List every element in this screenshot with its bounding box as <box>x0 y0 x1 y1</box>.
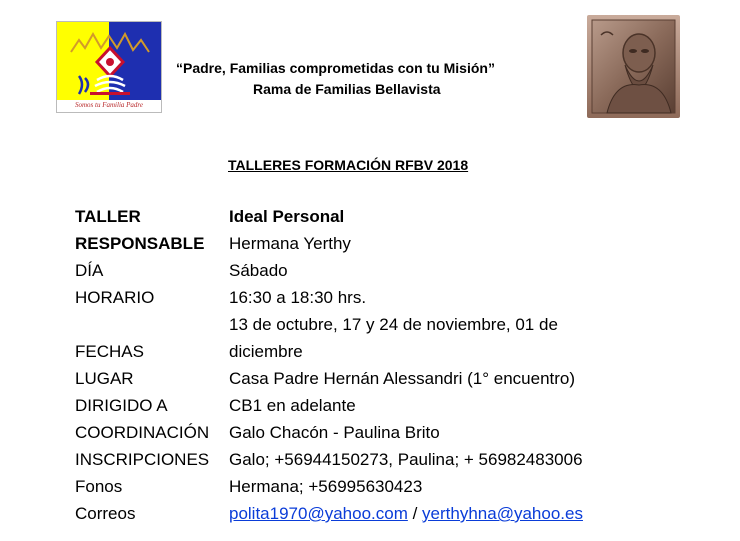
row-label: Fonos <box>75 477 123 496</box>
header-branch: Rama de Familias Bellavista <box>253 81 441 97</box>
row-label: DIRIGIDO A <box>75 396 168 415</box>
row-value: Sábado <box>229 261 288 280</box>
table-row <box>75 365 659 392</box>
table-row <box>75 500 659 527</box>
email-link-polita[interactable]: polita1970@yahoo.com <box>229 504 408 523</box>
table-row <box>75 473 659 500</box>
row-label: COORDINACIÓN <box>75 423 210 442</box>
row-value-line2: diciembre <box>229 342 303 361</box>
row-value <box>229 500 659 527</box>
row-value: 16:30 a 18:30 hrs. <box>229 288 367 307</box>
table-row <box>75 203 659 230</box>
table-row <box>75 257 659 284</box>
table-row <box>75 284 659 311</box>
row-label: INSCRIPCIONES <box>75 450 210 469</box>
row-label: Correos <box>75 504 136 523</box>
email-link-yerthy[interactable]: yerthyhna@yahoo.es <box>422 504 583 523</box>
row-value: Galo; +56944150273, Paulina; + 56982483006 <box>229 450 583 469</box>
table-row <box>75 446 659 473</box>
document-title: TALLERES FORMACIÓN RFBV 2018 <box>228 157 469 173</box>
row-value: Galo Chacón - Paulina Brito <box>229 423 440 442</box>
table-row <box>75 230 659 257</box>
row-label: FECHAS <box>75 342 144 361</box>
row-value: Ideal Personal <box>229 207 345 226</box>
row-value: Hermana; +56995630423 <box>229 477 423 496</box>
row-label: DÍA <box>75 261 104 280</box>
row-value-line1: 13 de octubre, 17 y 24 de noviembre, 01 de <box>229 315 558 334</box>
table-row <box>75 392 659 419</box>
row-value: Casa Padre Hernán Alessandri (1° encuentro) <box>229 369 576 388</box>
row-label: HORARIO <box>75 288 155 307</box>
row-value: CB1 en adelante <box>229 396 356 415</box>
row-label: TALLER <box>75 207 141 226</box>
table-row <box>75 419 659 446</box>
workshop-info-table <box>75 203 659 527</box>
logo-emblem-icon <box>57 22 162 113</box>
row-label: LUGAR <box>75 369 134 388</box>
portrait-relief-image <box>587 15 680 118</box>
logo-caption: Somos tu Familia Padre <box>75 101 143 109</box>
row-label: RESPONSABLE <box>75 234 205 253</box>
header-motto: “Padre, Familias comprometidas con tu Misión” <box>176 60 495 76</box>
table-row <box>75 311 659 365</box>
rfbv-logo <box>56 21 162 113</box>
row-value: Hermana Yerthy <box>229 234 351 253</box>
email-separator: / <box>407 504 423 523</box>
